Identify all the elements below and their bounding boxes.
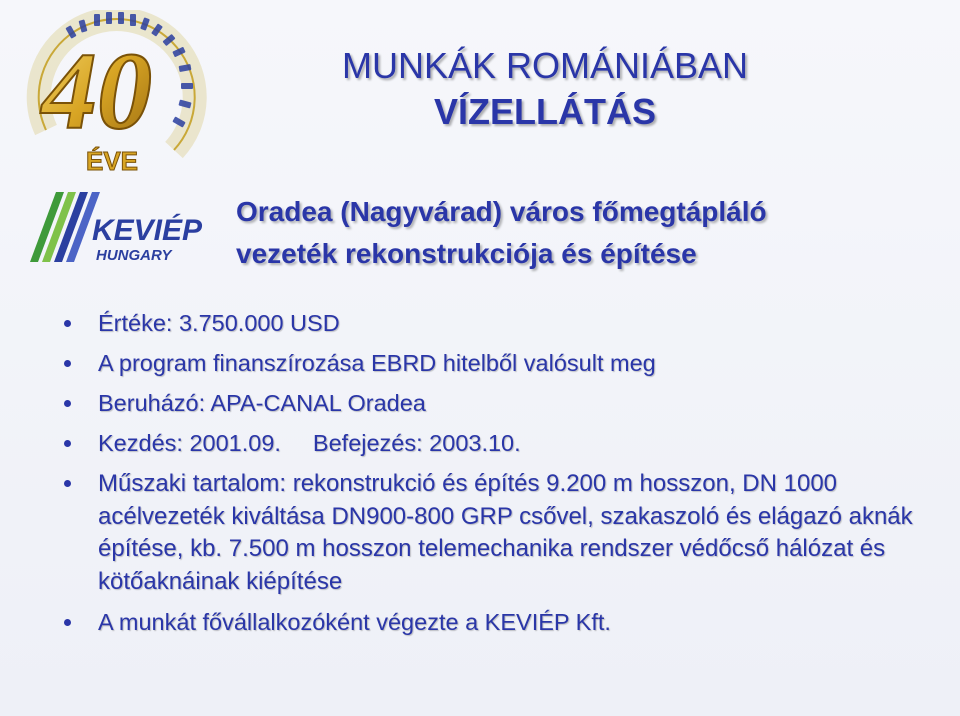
page-title-2: VÍZELLÁTÁS	[434, 91, 656, 132]
list-item-dates	[62, 428, 932, 459]
start-date-text: Kezdés: 2001.09.	[98, 430, 281, 456]
company-logo	[26, 186, 216, 270]
anniversary-logo	[14, 10, 210, 182]
anniversary-40-icon	[14, 10, 210, 182]
end-date-text: Befejezés: 2003.10.	[312, 430, 521, 456]
keviep-logo-icon	[26, 186, 216, 270]
bullet-icon	[64, 440, 71, 447]
page-title: MUNKÁK ROMÁNIÁBAN	[341, 45, 749, 86]
logo-number: 40	[42, 30, 152, 152]
contractor-text: A munkát fővállalkozóként végezte a KEVIÉP Kft.	[98, 609, 611, 635]
logo-word: ÉVE	[86, 146, 139, 176]
logo-brand: KEVIÉP	[92, 214, 203, 247]
bullet-icon	[64, 320, 71, 327]
financing-text: A program finanszírozása EBRD hitelből valósult meg	[98, 350, 656, 376]
bullet-icon	[64, 400, 71, 407]
list-item-investor	[62, 388, 932, 419]
list-item-financing	[62, 348, 932, 379]
technical-text: Műszaki tartalom: rekonstrukció és építés 9.200 m hosszon, DN 1000 acélvezeték kiváltása DN900-800 GRP csővel, szakaszoló és elágazó aknák építése, kb. 7.500 m hosszon telemechanika rendszer védőcső hálózat és kötőaknáinak kiépítése	[98, 470, 913, 595]
bullet-icon	[64, 619, 71, 626]
project-subtitle-2: vezeték rekonstrukciója és építése	[236, 238, 697, 269]
list-item-value	[62, 308, 932, 339]
value-text: Értéke: 3.750.000 USD	[98, 310, 340, 336]
bullet-icon	[64, 480, 71, 487]
list-item-technical	[62, 468, 932, 598]
investor-text: Beruházó: APA-CANAL Oradea	[98, 390, 426, 416]
project-subtitle: Oradea (Nagyvárad) város főmegtápláló	[236, 196, 767, 227]
logo-brand-sub: HUNGARY	[96, 247, 172, 264]
bullet-icon	[64, 360, 71, 367]
details-list	[62, 308, 932, 647]
list-item-contractor	[62, 607, 932, 638]
